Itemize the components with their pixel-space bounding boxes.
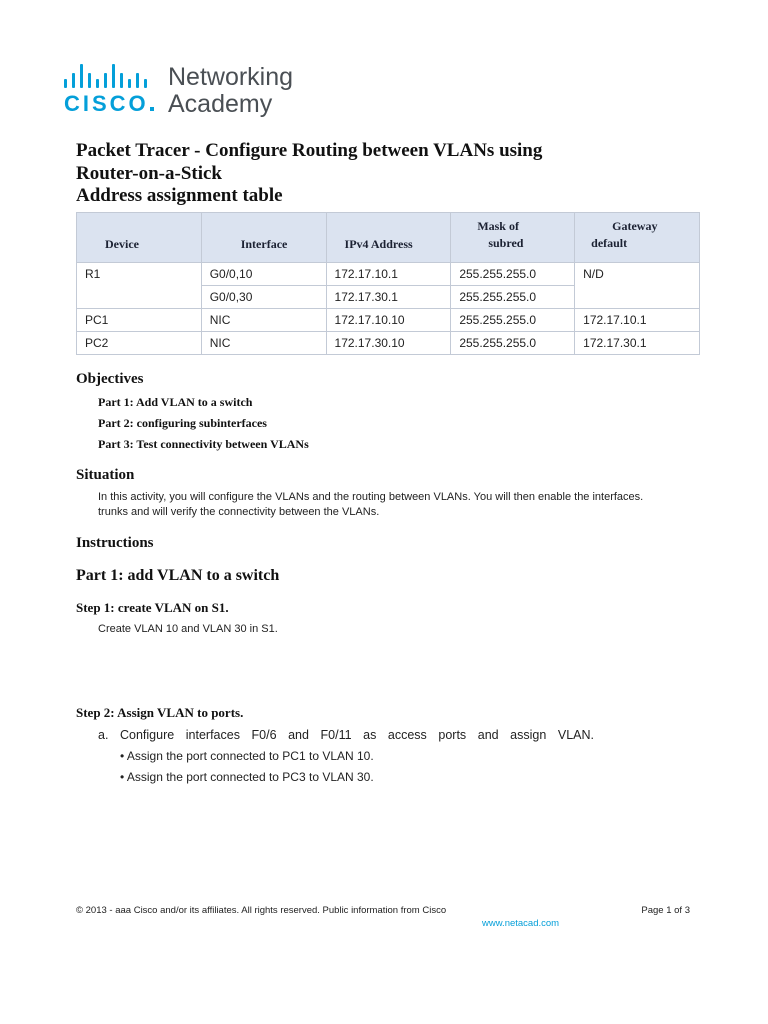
table-header-row (77, 213, 700, 263)
list-marker: a. (98, 728, 109, 742)
cell-interface: NIC (201, 309, 326, 332)
cisco-wordmark: CISCO (64, 91, 154, 117)
copyright-text: © 2013 - aaa Cisco and/or its affiliates. All rights reserved. Public information from Cisco (76, 905, 447, 916)
header-device: Device (77, 213, 202, 263)
document-title (76, 140, 696, 208)
cell-mask: 255.255.255.0 (451, 332, 575, 355)
bullet-item: • Assign the port connected to PC3 to VLAN 30. (120, 770, 374, 784)
page-footer (76, 905, 690, 935)
table-heading: Address assignment table (76, 185, 283, 206)
title-line: Router-on-a-Stick (76, 162, 222, 184)
cell-interface: NIC (201, 332, 326, 355)
step1-text: Create VLAN 10 and VLAN 30 in S1. (98, 623, 278, 635)
cell-device: R1 (77, 263, 202, 309)
cell-mask: 255.255.255.0 (451, 309, 575, 332)
cell-ipv4: 172.17.30.10 (326, 332, 451, 355)
cell-mask: 255.255.255.0 (451, 263, 575, 286)
header-interface: Interface (201, 213, 326, 263)
page-number: Page 1 of 3 (641, 905, 690, 916)
cisco-bridge-icon (64, 64, 156, 88)
table-row (77, 263, 700, 286)
bullet-item: • Assign the port connected to PC1 to VLAN 10. (120, 749, 374, 763)
situation-heading: Situation (76, 467, 135, 483)
website-link[interactable]: www.netacad.com (482, 918, 560, 929)
header-subnet-mask: Mask of subred (451, 213, 575, 263)
table-row (77, 309, 700, 332)
cell-mask: 255.255.255.0 (451, 286, 575, 309)
objective-item: Part 2: configuring subinterfaces (98, 416, 267, 430)
objective-item: Part 3: Test connectivity between VLANs (98, 437, 309, 451)
cell-gateway: 172.17.10.1 (575, 309, 700, 332)
cell-ipv4: 172.17.10.10 (326, 309, 451, 332)
cell-interface: G0/0,10 (201, 263, 326, 286)
title-line: Packet Tracer - Configure Routing between VLANs using (76, 140, 543, 161)
step1-heading: Step 1: create VLAN on S1. (76, 600, 229, 615)
cell-gateway: 172.17.30.1 (575, 332, 700, 355)
cell-interface: G0/0,30 (201, 286, 326, 309)
cisco-networking-academy-logo (64, 64, 314, 120)
list-item-text: Configure interfaces F0/6 and F0/11 as access ports and assign VLAN. (120, 728, 594, 742)
header-ipv4-address: IPv4 Address (326, 213, 451, 263)
cell-device: PC1 (77, 309, 202, 332)
cell-device: PC2 (77, 332, 202, 355)
part1-heading: Part 1: add VLAN to a switch (76, 567, 280, 584)
situation-text: In this activity, you will configure the VLANs and the routing between VLANs. You will then enable the interfaces. trunks and will verify the connectivity between the VLANs. (98, 491, 644, 518)
objectives-heading: Objectives (76, 371, 144, 387)
table-row (77, 332, 700, 355)
cell-ipv4: 172.17.10.1 (326, 263, 451, 286)
step2-heading: Step 2: Assign VLAN to ports. (76, 705, 244, 720)
cell-gateway: N/D (575, 263, 700, 309)
header-default-gateway: Gateway default (575, 213, 700, 263)
address-assignment-table (76, 212, 700, 355)
networking-academy-wordmark: Networking Academy (168, 63, 294, 118)
instructions-heading: Instructions (76, 535, 154, 551)
objective-item: Part 1: Add VLAN to a switch (98, 395, 253, 409)
cell-ipv4: 172.17.30.1 (326, 286, 451, 309)
